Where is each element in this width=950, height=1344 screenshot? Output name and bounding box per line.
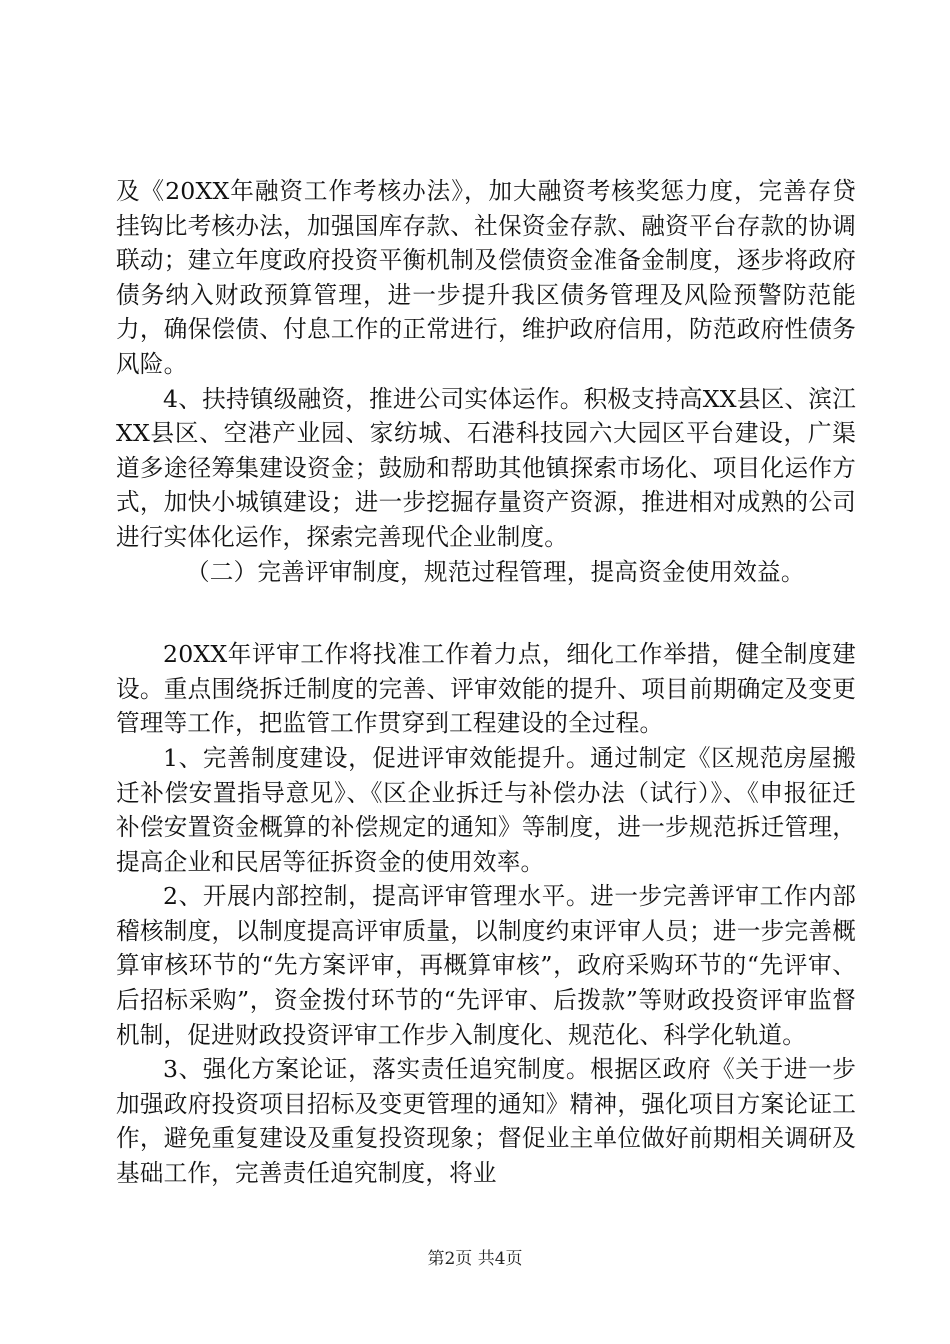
paragraph-town-financing: 4、扶持镇级融资，推进公司实体运作。积极支持高XX县区、滨江XX县区、空港产业园、家纺城、石港科技园六大园区平台建设，广渠道多途径筹集建设资金；鼓励和帮助其他镇探索市场化、项目化运作方式，加快小城镇建设；进一步挖掘存量资产资源，推进相对成熟的公司进行实体化运作，探索完善现代企业制度。: [116, 384, 856, 551]
document-body: [116, 174, 856, 1191]
paragraph-financing-assessment: 及《20XX年融资工作考核办法》，加大融资考核奖惩力度，完善存贷挂钩比考核办法，加强国库存款、社保资金存款、融资平台存款的协调联动；建立年度政府投资平衡机制及偿债资金准备金制度，逐步将政府债务纳入财政预算管理，进一步提升我区债务管理及风险预警防范能力，确保偿债、付息工作的正常进行，维护政府信用，防范政府性债务风险。: [116, 177, 856, 378]
paragraph-spacer: [116, 589, 856, 637]
page-number-footer: 第2页 共4页: [427, 1249, 523, 1269]
paragraph-review-overview: 20XX年评审工作将找准工作着力点，细化工作举措，健全制度建设。重点围绕拆迁制度的完善、评审效能的提升、项目前期确定及变更管理等工作，把监管工作贯穿到工程建设的全过程。: [116, 640, 856, 738]
section-heading-review-system: （二）完善评审制度，规范过程管理，提高资金使用效益。: [186, 557, 805, 586]
paragraph-internal-control: 2、开展内部控制，提高评审管理水平。进一步完善评审工作内部稽核制度，以制度提高评审质量，以制度约束评审人员；进一步完善概算审核环节的“先方案评审，再概算审核”，政府采购环节的“先评审、后招标采购”，资金拨付环节的“先评审、后拨款”等财政投资评审监督机制，促进财政投资评审工作步入制度化、规范化、科学化轨道。: [116, 882, 856, 1049]
paragraph-system-building: 1、完善制度建设，促进评审效能提升。通过制定《区规范房屋搬迁补偿安置指导意见》、《区企业拆迁与补偿办法（试行）》、《申报征迁补偿安置资金概算的补偿规定的通知》等制度，进一步规范拆迁管理，提高企业和民居等征拆资金的使用效率。: [116, 743, 856, 876]
paragraph-plan-demonstration: 3、强化方案论证，落实责任追究制度。根据区政府《关于进一步加强政府投资项目招标及变更管理的通知》精神，强化项目方案论证工作，避免重复建设及重复投资现象；督促业主单位做好前期相关调研及基础工作，完善责任追究制度，将业: [116, 1055, 856, 1188]
